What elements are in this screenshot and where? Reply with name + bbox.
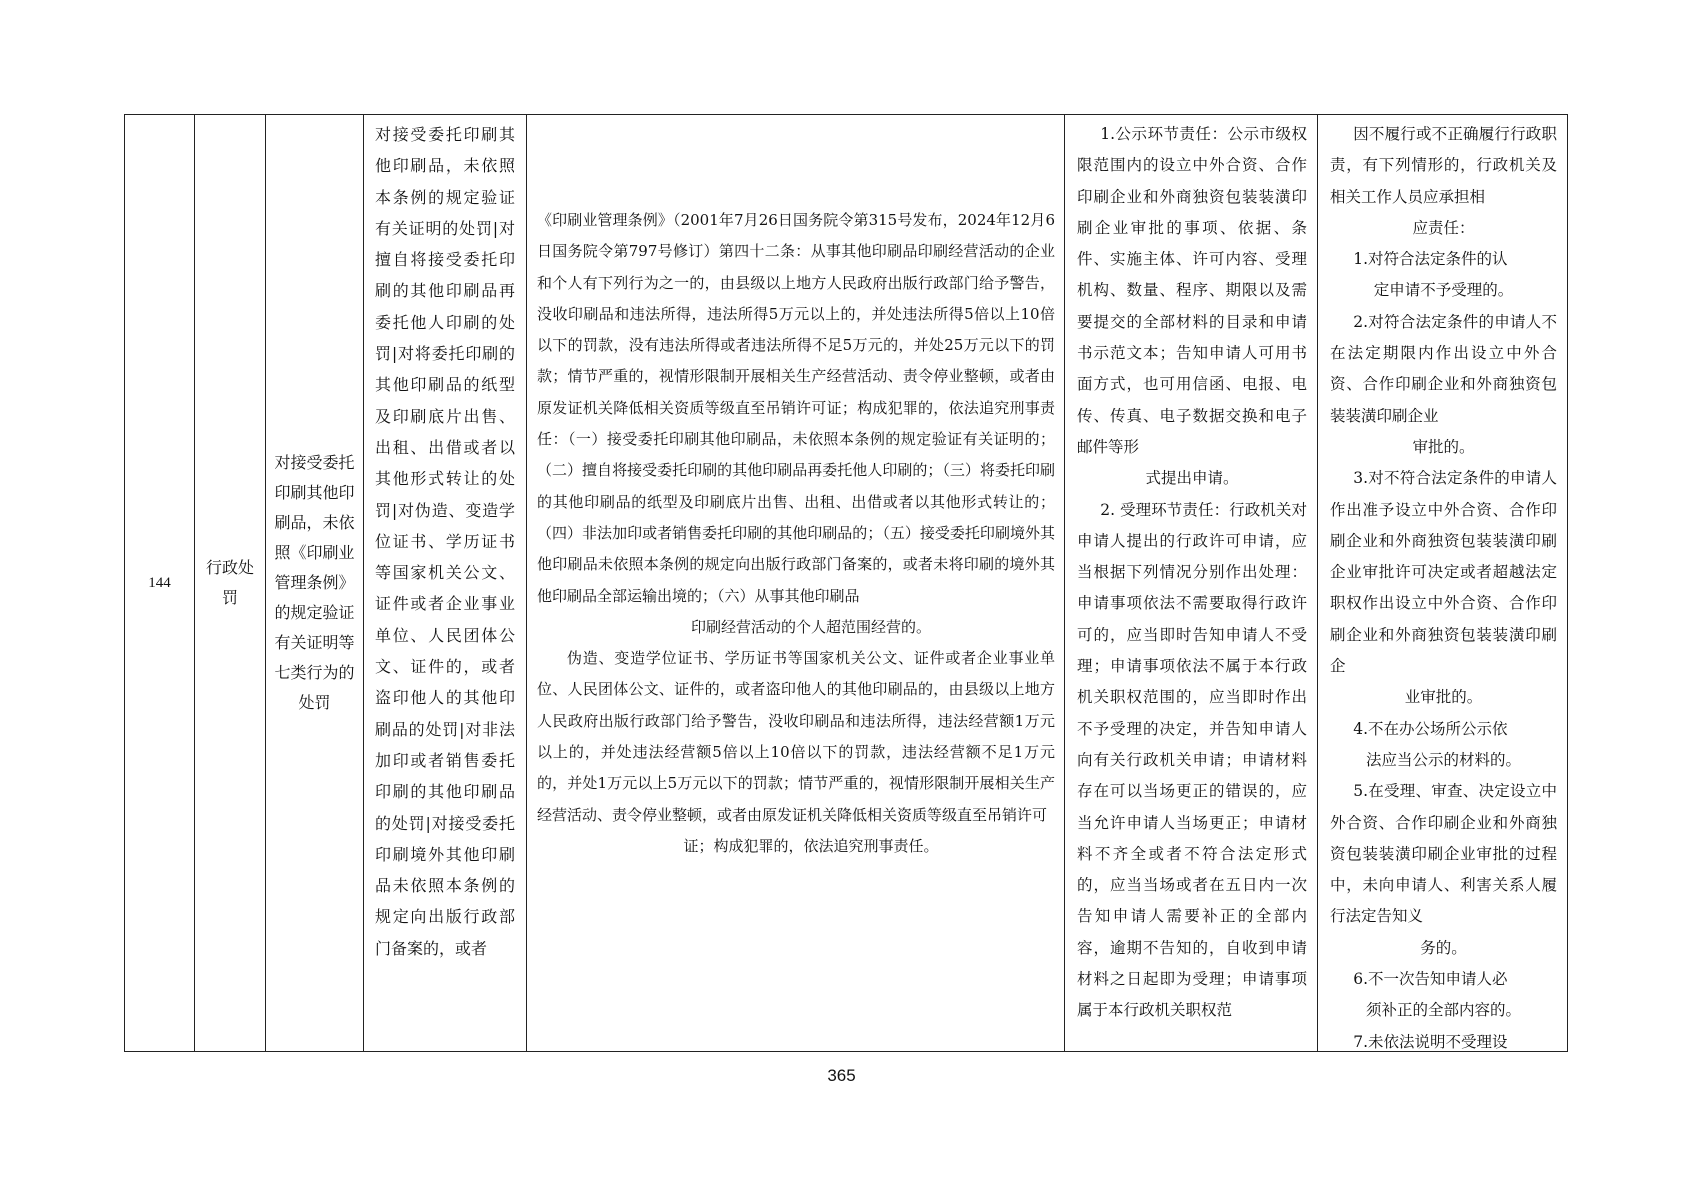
legal-basis-para1: 《印刷业管理条例》（2001年7月26日国务院令第315号发布，2024年12月6日国务院令第797号修订）第四十二条：从事其他印刷品印刷经营活动的企业和个人有下列行为之一的，由县级以上地方人民政府出版行政部门给予警告，没收印刷品和违法所得，违法所得5万元以上的，并处违法所得5倍以上10倍以下的罚款，没有违法所得或者违法所得不足5万元的，并处25万元以下的罚款；情节严重的，视情形限制开展相关生产经营活动、责令停业整顿，或者由原发证机关降低相关资质等级直至吊销许可证；构成犯罪的，依法追究刑事责任：（一）接受委托印刷其他印刷品，未依照本条例的规定验证有关证明的；（二）擅自将接受委托印刷的其他印刷品再委托他人印刷的；（三）将委托印刷的其他印刷品的纸型及印刷底片出售、出租、出借或者以其他形式转让的；（四）非法加印或者销售委托印刷的其他印刷品的；（五）接受委托印刷境外其他印刷品未依照本条例的规定向出版行政部门备案的，或者未将印刷的境外其他印刷品全部运输出境的；（六）从事其他印刷品	[537, 211, 1055, 605]
accountability-item-6-end: 须补正的全部内容的。	[1365, 1001, 1521, 1020]
accountability-item-1: 1.对符合法定条件的认	[1353, 250, 1508, 269]
accountability-item-5: 5.在受理、审查、决定设立中外合资、合作印刷企业和外商独资包装装潢印刷企业审批的过程中，未向申请人、利害关系人履行法定告知义	[1330, 782, 1557, 926]
item-name-text: 对接受委托印刷其他印刷品，未依照《印刷业管理条例》的规定验证有关证明等七类行为的处罚	[274, 453, 355, 712]
accountability-box	[1318, 115, 1567, 1051]
table-row	[125, 115, 1568, 1052]
responsibility-item-1: 1.公示环节责任：公示市级权限范围内的设立中外合资、合作印刷企业和外商独资包装装潢印刷企业审批的事项、依据、条件、实施主体、许可内容、受理机构、数量、程序、期限以及需要提交的全部材料的目录和申请书示范文本；告知申请人可用书面方式，也可用信函、电报、电传、传真、电子数据交换和电子邮件等形	[1077, 125, 1307, 456]
accountability-item-7: 7.未依法说明不受理设	[1353, 1032, 1508, 1051]
accountability-item-6: 6.不一次告知申请人必	[1353, 970, 1508, 989]
category-cell	[195, 115, 266, 1052]
accountability-item-2-end: 审批的。	[1412, 437, 1475, 456]
responsibilities-box	[1065, 115, 1317, 1051]
accountability-item-4: 4.不在办公场所公示依	[1353, 719, 1508, 738]
accountability-item-3: 3.对不符合法定条件的申请人作出准予设立中外合资、合作印刷企业和外商独资包装装潢印刷企业审批许可决定或者超越法定职权作出设立中外合资、合作印刷企业和外商独资包装装潢印刷企	[1330, 469, 1557, 676]
accountability-intro: 因不履行或不正确履行行政职责，有下列情形的，行政机关及相关工作人员应承担相	[1330, 125, 1557, 206]
row-number-cell	[125, 115, 195, 1052]
accountability-item-5-end: 务的。	[1420, 938, 1467, 957]
accountability-item-4-end: 法应当公示的材料的。	[1365, 750, 1521, 769]
legal-basis-cell	[527, 115, 1065, 1052]
responsibility-item-1-end: 式提出申请。	[1145, 469, 1239, 488]
sub-items-text: 对接受委托印刷其他印刷品，未依照本条例的规定验证有关证明的处罚|对擅自将接受委托印刷的其他印刷品再委托他人印刷的处罚|对将委托印刷的其他印刷品的纸型及印刷底片出售、出租、出借或者以其他形式转让的处罚|对伪造、变造学位证书、学历证书等国家机关公文、证件或者企业事业单位、人民团体公文、证件的，或者盗印他人的其他印刷品的处罚|对非法加印或者销售委托印刷的其他印刷品的处罚|对接受委托印刷境外其他印刷品未依照本条例的规定向出版行政部门备案的，或者	[375, 125, 515, 958]
item-name-cell	[266, 115, 364, 1052]
category-text: 行政处罚	[205, 558, 254, 607]
legal-basis-box	[527, 115, 1064, 1051]
page-number: 365	[827, 1066, 856, 1085]
accountability-item-1-end: 定申请不予受理的。	[1373, 281, 1514, 300]
legal-basis-para2-end: 证；构成犯罪的，依法追究刑事责任。	[683, 836, 939, 855]
legal-basis-para2: 伪造、变造学位证书、学历证书等国家机关公文、证件或者企业事业单位、人民团体公文、证件的，或者盗印他人的其他印刷品的，由县级以上地方人民政府出版行政部门给予警告，没收印刷品和违法所得，违法经营额1万元以上的，并处违法经营额5倍以上10倍以下的罚款，违法经营额不足1万元的，并处1万元以上5万元以下的罚款；情节严重的，视情形限制开展相关生产经营活动、责令停业整顿，或者由原发证机关降低相关资质等级直至吊销许可	[537, 649, 1055, 824]
legal-basis-para1-end: 印刷经营活动的个人超范围经营的。	[690, 617, 931, 636]
row-number: 144	[148, 574, 171, 591]
accountability-cell	[1318, 115, 1568, 1052]
responsibilities-cell	[1065, 115, 1318, 1052]
accountability-item-3-end: 业审批的。	[1404, 688, 1483, 707]
accountability-intro-end: 应责任：	[1412, 218, 1475, 237]
accountability-item-2: 2.对符合法定条件的申请人不在法定期限内作出设立中外合资、合作印刷企业和外商独资包装装潢印刷企业	[1330, 312, 1557, 425]
sub-items-cell	[364, 115, 527, 1052]
responsibility-item-2: 2. 受理环节责任：行政机关对申请人提出的行政许可申请，应当根据下列情况分别作出处理：申请事项依法不需要取得行政许可的，应当即时告知申请人不受理；申请事项依法不属于本行政机关职权范围的，应当即时作出不予受理的决定，并告知申请人向有关行政机关申请；申请材料存在可以当场更正的错误的，应当允许申请人当场更正；申请材料不齐全或者不符合法定形式的，应当当场或者在五日内一次告知申请人需要补正的全部内容，逾期不告知的，自收到申请材料之日起即为受理；申请事项属于本行政机关职权范	[1077, 500, 1307, 1020]
power-list-table	[124, 114, 1568, 1052]
